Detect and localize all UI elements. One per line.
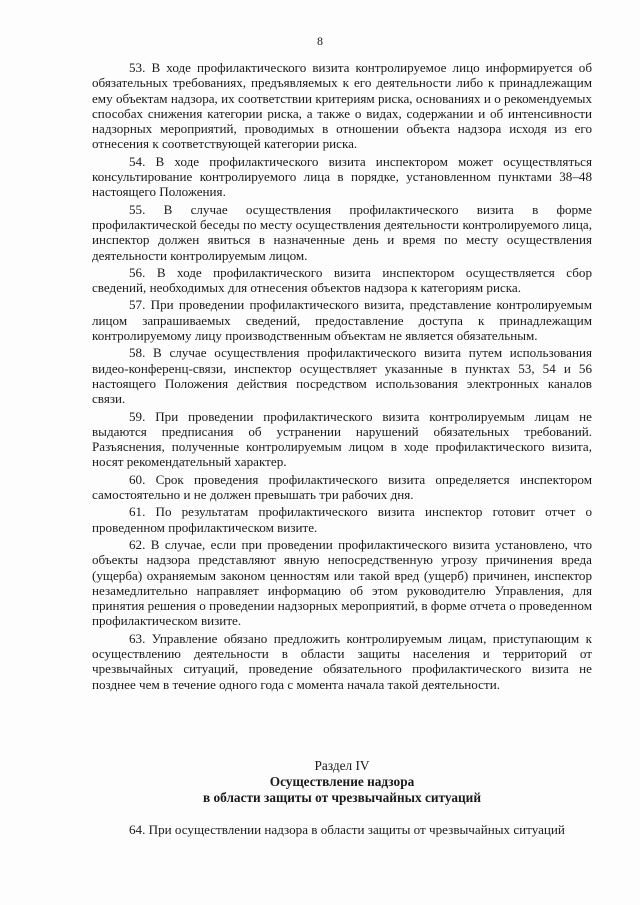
paragraph-56: 56. В ходе профилактического визита инспектором осуществляется сбор сведений, необходимых для отнесения объектов надзора к категориям риска.: [92, 264, 592, 296]
paragraph-57: 57. При проведении профилактического визита, представление контролируемым лицом запрашиваемых сведений, предоставление доступа к принадлежащим контролируемому лицу производственным объектам не является обязательным.: [92, 297, 592, 344]
body-text: [92, 60, 592, 694]
paragraph-64: 64. При осуществлении надзора в области защиты от чрезвычайных ситуаций: [129, 822, 565, 837]
section-title-line2: в области защиты от чрезвычайных ситуаций: [203, 790, 481, 805]
paragraph-53: 53. В ходе профилактического визита контролируемое лицо информируется об обязательных требованиях, предъявляемых к его деятельности либо к принадлежащим ему объектам надзора, их соответствии критериям риска, основаниях и о рекомендуемых способах снижения категории риска, а также о видах, содержании и об интенсивности надзорных мероприятий, проводимых в отношении объекта надзора исходя из его отнесения к соответствующей категории риска.: [92, 60, 592, 152]
page-number: 8: [317, 34, 323, 48]
paragraph-62: 62. В случае, если при проведении профилактического визита установлено, что объекты надзора представляют явную непосредственную угрозу причинения вреда (ущерба) охраняемым законом ценностям или такой вред (ущерб) причинен, инспектор незамедлительно направляет информацию об этом руководителю Управления, для принятия решения о проведении надзорных мероприятий, в форме отчета о проведенном профилактическом визите.: [92, 536, 592, 629]
paragraph-58: 58. В случае осуществления профилактического визита путем использования видео-конференц-связи, инспектор осуществляет указанные в пунктах 53, 54 и 56 настоящего Положения действия посредством использования электронных каналов связи.: [92, 345, 592, 407]
paragraph-63: 63. Управление обязано предложить контролируемым лицам, приступающим к осуществлению деятельности в области защиты населения и территорий от чрезвычайных ситуаций, проведение обязательного профилактического визита не позднее чем в течение одного года с момента начала такой деятельности.: [92, 630, 592, 692]
paragraph-60: 60. Срок проведения профилактического визита определяется инспектором самостоятельно и не должен превышать три рабочих дня.: [92, 471, 592, 503]
section-heading: [92, 758, 592, 806]
paragraph-59: 59. При проведении профилактического визита контролируемым лицам не выдаются предписания об устранении нарушений обязательных требований. Разъяснения, полученные контролируемым лицом в ходе профилактического визита, носят рекомендательный характер.: [92, 408, 592, 470]
paragraph-54: 54. В ходе профилактического визита инспектором может осуществляться консультирование контролируемого лица в порядке, установленном пунктами 38–48 настоящего Положения.: [92, 153, 592, 200]
paragraph-55: 55. В случае осуществления профилактического визита в форме профилактической беседы по месту осуществления деятельности контролируемого лица, инспектор должен явиться в назначенные день и время по месту осуществления деятельности контролируемым лицом.: [92, 201, 592, 263]
section-title-line1: Осуществление надзора: [269, 774, 415, 789]
section-label: Раздел IV: [314, 758, 370, 773]
paragraph-61: 61. По результатам профилактического визита инспектор готовит отчет о проведенном профилактическом визите.: [92, 504, 592, 535]
